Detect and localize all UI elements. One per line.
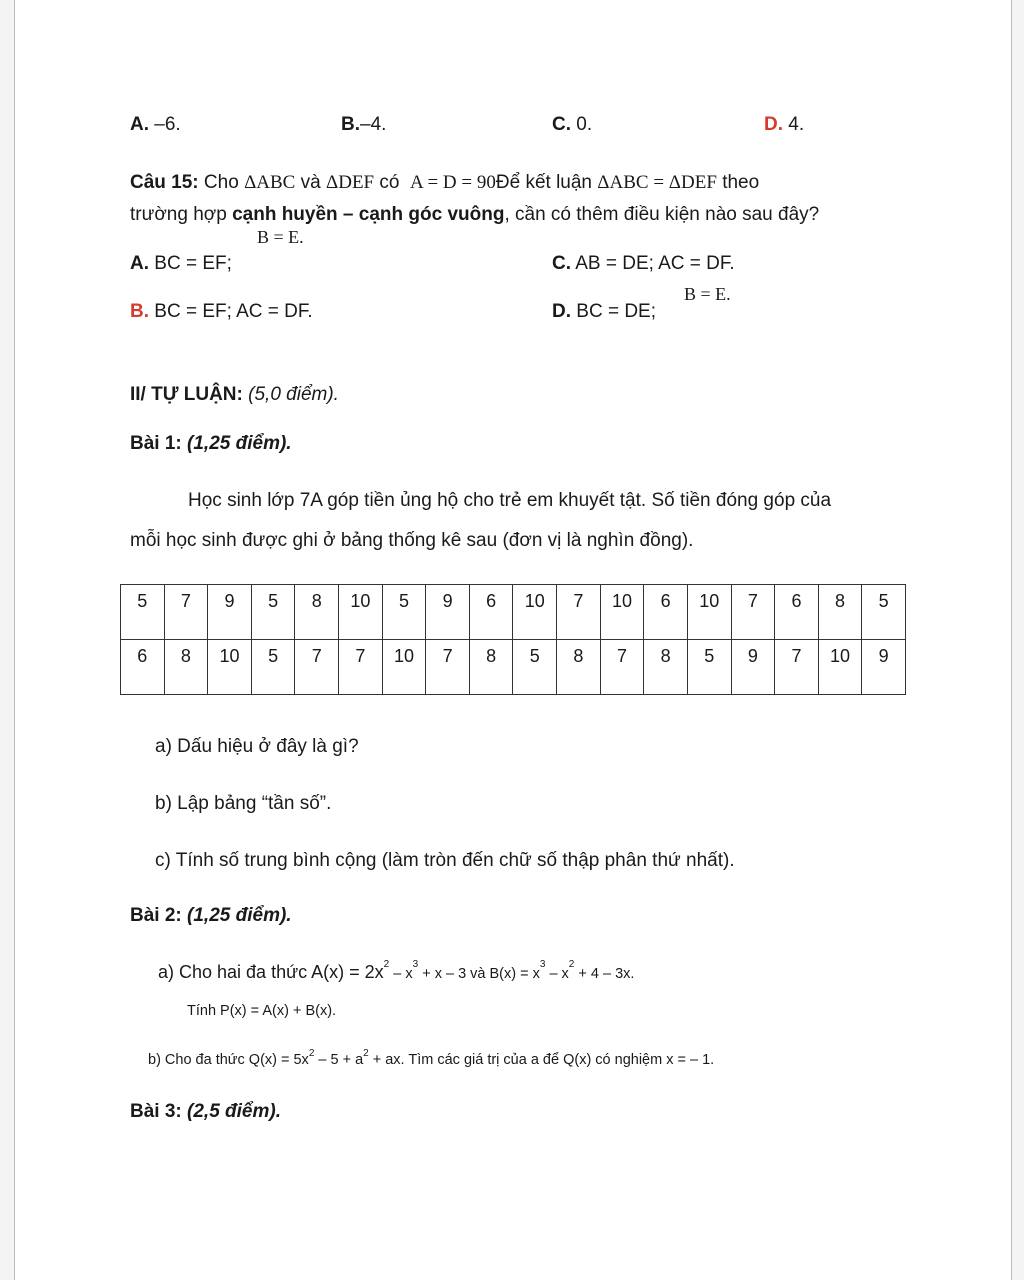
q14-option-a-label: A. <box>130 114 149 135</box>
q15-angle-note-d: B = E. <box>684 284 731 304</box>
bai1-question-b: b) Lập bảng “tần số”. <box>155 793 332 814</box>
q14-option-c <box>552 114 592 136</box>
table-cell: 6 <box>775 585 819 640</box>
table-cell: 7 <box>295 640 339 695</box>
table-cell: 5 <box>121 585 165 640</box>
q15-theo: theo <box>722 172 760 193</box>
part2-heading <box>130 384 339 406</box>
bai2-label: Bài 2: <box>130 905 182 926</box>
q14-option-d-text: 4. <box>788 114 805 135</box>
table-cell: 5 <box>251 640 295 695</box>
bai2-b-exp1: 2 <box>308 1048 315 1059</box>
q15-congruence: ΔABC = ΔDEF <box>597 172 717 193</box>
table-cell: 10 <box>818 640 862 695</box>
table-cell: 7 <box>339 640 383 695</box>
table-cell: 7 <box>557 585 601 640</box>
q15-and: và <box>300 172 321 193</box>
q15-option-c-text: AB = DE; AC = DF. <box>575 253 735 274</box>
table-cell: 7 <box>775 640 819 695</box>
bai2-a-exp3: 3 <box>539 959 546 970</box>
q15-option-d-text: BC = DE; <box>576 301 657 322</box>
q15-option-b <box>130 301 313 323</box>
data-table-body <box>121 585 906 695</box>
q15-option-b-text: BC = EF; AC = DF. <box>154 301 313 322</box>
q15-text1: Cho <box>203 172 239 193</box>
table-cell: 8 <box>644 640 688 695</box>
q14-option-b <box>341 114 386 136</box>
bai2-heading <box>130 905 292 927</box>
bai1-question-a: a) Dấu hiệu ở đây là gì? <box>155 736 359 757</box>
table-cell: 9 <box>426 585 470 640</box>
bai1-question-c: c) Tính số trung bình cộng (làm tròn đến chữ số thập phân thứ nhất). <box>155 850 735 871</box>
bai2-b-mid1: – 5 + a <box>314 1052 364 1068</box>
q15-option-a-label: A. <box>130 253 149 274</box>
bai2-part-a <box>158 959 635 983</box>
q14-option-d <box>764 114 804 136</box>
bai2-score: (1,25 điểm). <box>187 905 292 926</box>
q15-label: Câu 15: <box>130 172 199 193</box>
q15-option-d-label: D. <box>552 301 571 322</box>
q15-option-d <box>552 301 656 323</box>
bai2-a-exp2: 3 <box>412 959 419 970</box>
q15-line2-bold: cạnh huyền – cạnh góc vuông <box>232 204 505 225</box>
table-cell: 5 <box>687 640 731 695</box>
q14-option-b-label: B. <box>341 114 360 135</box>
table-row <box>121 585 906 640</box>
q14-option-c-label: C. <box>552 114 571 135</box>
q14-option-a-text: –6. <box>154 114 181 135</box>
bai3-heading <box>130 1101 281 1123</box>
q15-option-a-text: BC = EF; <box>154 253 232 274</box>
table-cell: 5 <box>862 585 906 640</box>
table-cell: 7 <box>164 585 208 640</box>
q15-option-c-label: C. <box>552 253 571 274</box>
bai1-intro-line2: mỗi học sinh được ghi ở bảng thống kê sau (đơn vị là nghìn đồng). <box>130 530 694 551</box>
bai3-label: Bài 3: <box>130 1101 182 1122</box>
bai3-score: (2,5 điểm). <box>187 1101 282 1122</box>
q14-option-b-text: –4. <box>360 114 387 135</box>
table-cell: 10 <box>339 585 383 640</box>
table-cell: 9 <box>862 640 906 695</box>
bai2-a-line2: Tính P(x) = A(x) + B(x). <box>187 1003 337 1019</box>
q15-line2 <box>130 204 819 226</box>
table-cell: 10 <box>208 640 252 695</box>
table-cell: 10 <box>513 585 557 640</box>
bai1-heading <box>130 433 292 455</box>
part2-title: II/ TỰ LUẬN: <box>130 384 243 405</box>
table-cell: 5 <box>251 585 295 640</box>
table-cell: 7 <box>426 640 470 695</box>
bai2-b-end: + ax. Tìm các giá trị của a để Q(x) có nghiệm x = – 1. <box>368 1052 715 1068</box>
q15-triangle-def: ΔDEF <box>326 172 375 193</box>
table-cell: 7 <box>600 640 644 695</box>
bai1-label: Bài 1: <box>130 433 182 454</box>
table-cell: 10 <box>687 585 731 640</box>
bai1-score: (1,25 điểm). <box>187 433 292 454</box>
q15-angles: A = D = 90 <box>410 172 496 193</box>
bai1-intro-line1: Học sinh lớp 7A góp tiền ủng hộ cho trẻ em khuyết tật. Số tiền đóng góp của <box>188 490 832 511</box>
table-cell: 6 <box>644 585 688 640</box>
data-table <box>120 584 906 695</box>
q15-line2-a: trường hợp <box>130 204 227 225</box>
table-cell: 6 <box>469 585 513 640</box>
q15-line1 <box>130 172 759 194</box>
table-cell: 7 <box>731 585 775 640</box>
q14-option-c-text: 0. <box>576 114 593 135</box>
table-cell: 9 <box>208 585 252 640</box>
table-cell: 9 <box>731 640 775 695</box>
part2-score: (5,0 điểm). <box>248 384 339 405</box>
bai2-a-mid2: + x – 3 và B(x) = x <box>418 966 540 982</box>
table-cell: 8 <box>164 640 208 695</box>
bai2-a-exp1: 2 <box>383 959 390 970</box>
q14-option-d-label: D. <box>764 114 783 135</box>
q15-option-c <box>552 253 735 275</box>
q15-co: có <box>379 172 400 193</box>
bai2-a-mid1: – x <box>389 966 413 982</box>
table-cell: 6 <box>121 640 165 695</box>
q14-option-a <box>130 114 181 136</box>
table-cell: 5 <box>513 640 557 695</box>
table-cell: 8 <box>557 640 601 695</box>
table-row <box>121 640 906 695</box>
bai2-a-prefix: a) Cho hai đa thức A(x) = 2x <box>158 962 384 982</box>
table-cell: 5 <box>382 585 426 640</box>
table-cell: 8 <box>295 585 339 640</box>
q15-option-b-label: B. <box>130 301 149 322</box>
q15-triangle-abc: ΔABC <box>244 172 296 193</box>
q15-angle-note-a: B = E. <box>257 227 304 247</box>
q15-line2-b: , cần có thêm điều kiện nào sau đây? <box>504 204 820 225</box>
q15-then: Để kết luận <box>495 172 592 193</box>
q15-option-a <box>130 253 232 275</box>
bai2-part-b <box>148 1048 715 1069</box>
table-cell: 10 <box>600 585 644 640</box>
bai2-a-end: + 4 – 3x. <box>574 966 635 982</box>
table-cell: 10 <box>382 640 426 695</box>
bai2-b-exp2: 2 <box>363 1048 369 1059</box>
bai2-a-mid3: – x <box>545 966 569 982</box>
table-cell: 8 <box>818 585 862 640</box>
bai2-b-prefix: b) Cho đa thức Q(x) = 5x <box>148 1052 309 1068</box>
table-cell: 8 <box>469 640 513 695</box>
bai2-a-exp4: 2 <box>568 959 575 970</box>
